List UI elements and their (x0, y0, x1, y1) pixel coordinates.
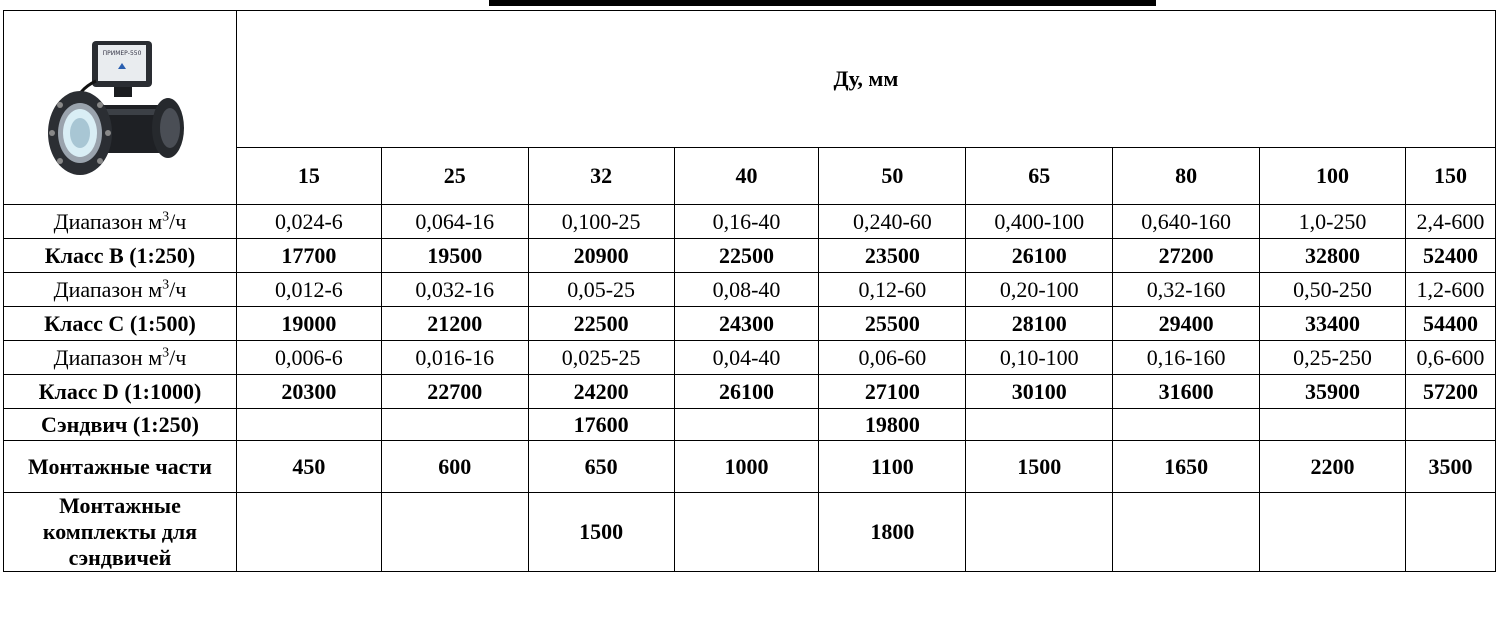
size-header-cell: 15 (236, 148, 381, 205)
size-header-cell: 50 (819, 148, 966, 205)
size-header-cell: 80 (1113, 148, 1260, 205)
table-row (4, 205, 1496, 239)
table-cell: 27200 (1113, 239, 1260, 273)
table-cell: 0,012-6 (236, 273, 381, 307)
table-cell: 25500 (819, 307, 966, 341)
table-row (4, 239, 1496, 273)
table-cell: 19800 (819, 409, 966, 441)
table-cell: 19000 (236, 307, 381, 341)
table-cell: 0,100-25 (528, 205, 674, 239)
table-cell: 1000 (674, 441, 819, 493)
table-cell: 33400 (1260, 307, 1406, 341)
row-label: Монтажные части (4, 441, 237, 493)
row-label: Класс С (1:500) (4, 307, 237, 341)
table-row (4, 307, 1496, 341)
table-cell: 21200 (381, 307, 528, 341)
table-cell: 20300 (236, 375, 381, 409)
table-cell: 0,006-6 (236, 341, 381, 375)
table-cell: 0,12-60 (819, 273, 966, 307)
table-cell: 17600 (528, 409, 674, 441)
table-row (4, 341, 1496, 375)
table-cell (674, 409, 819, 441)
table-cell: 1650 (1113, 441, 1260, 493)
table-cell: 28100 (966, 307, 1113, 341)
size-header-cell: 32 (528, 148, 674, 205)
table-cell: 17700 (236, 239, 381, 273)
size-header-cell: 150 (1405, 148, 1495, 205)
table-cell: 22700 (381, 375, 528, 409)
table-cell: 0,025-25 (528, 341, 674, 375)
table-cell (1405, 409, 1495, 441)
price-table (3, 10, 1496, 572)
size-header-cell: 40 (674, 148, 819, 205)
row-label: Диапазон $м^3/ч$ (4, 341, 237, 375)
table-cell: 57200 (1405, 375, 1495, 409)
table-cell (674, 493, 819, 572)
table-cell: 24200 (528, 375, 674, 409)
table-cell: 35900 (1260, 375, 1406, 409)
table-cell: 1500 (966, 441, 1113, 493)
table-cell: 31600 (1113, 375, 1260, 409)
device-image-cell (4, 11, 237, 205)
table-row (4, 409, 1496, 441)
table-cell: 27100 (819, 375, 966, 409)
table-cell: 0,16-40 (674, 205, 819, 239)
table-cell: 2200 (1260, 441, 1406, 493)
table-cell: 1500 (528, 493, 674, 572)
table-cell: 0,16-160 (1113, 341, 1260, 375)
table-cell: 0,06-60 (819, 341, 966, 375)
table-cell: 0,400-100 (966, 205, 1113, 239)
table-cell: 450 (236, 441, 381, 493)
table-cell: 24300 (674, 307, 819, 341)
table-cell: 23500 (819, 239, 966, 273)
table-cell: 0,08-40 (674, 273, 819, 307)
table-cell: 0,05-25 (528, 273, 674, 307)
table-cell (1113, 493, 1260, 572)
row-label: Диапазон $м^3/ч$ (4, 205, 237, 239)
table-cell (236, 409, 381, 441)
table-cell (966, 409, 1113, 441)
table-cell: 0,640-160 (1113, 205, 1260, 239)
table-cell: 0,10-100 (966, 341, 1113, 375)
table-cell: 26100 (966, 239, 1113, 273)
table-cell: 26100 (674, 375, 819, 409)
table-cell: 52400 (1405, 239, 1495, 273)
table-cell (1113, 409, 1260, 441)
table-cell (1405, 493, 1495, 572)
table-cell: 30100 (966, 375, 1113, 409)
table-cell: 19500 (381, 239, 528, 273)
table-cell (381, 493, 528, 572)
table-cell: 2,4-600 (1405, 205, 1495, 239)
top-rule (489, 0, 1156, 6)
table-cell (1260, 493, 1406, 572)
table-cell: 22500 (674, 239, 819, 273)
row-label: Монтажные комплекты для сэндвичей (4, 493, 237, 572)
table-cell: 0,064-16 (381, 205, 528, 239)
size-header-cell: 100 (1260, 148, 1406, 205)
table-row (4, 493, 1496, 572)
size-header-cell: 65 (966, 148, 1113, 205)
table-cell (381, 409, 528, 441)
table-row (4, 273, 1496, 307)
table-cell: 3500 (1405, 441, 1495, 493)
table-cell: 0,50-250 (1260, 273, 1406, 307)
table-cell: 0,240-60 (819, 205, 966, 239)
table-row (4, 375, 1496, 409)
table-cell: 54400 (1405, 307, 1495, 341)
table-cell: 0,6-600 (1405, 341, 1495, 375)
table-cell: 0,016-16 (381, 341, 528, 375)
table-cell (236, 493, 381, 572)
table-cell: 1,0-250 (1260, 205, 1406, 239)
table-cell: 0,032-16 (381, 273, 528, 307)
table-cell: 0,024-6 (236, 205, 381, 239)
table-cell: 1800 (819, 493, 966, 572)
table-cell: 650 (528, 441, 674, 493)
table-cell: 0,25-250 (1260, 341, 1406, 375)
size-header-cell: 25 (381, 148, 528, 205)
table-cell: 32800 (1260, 239, 1406, 273)
row-label: Класс В (1:250) (4, 239, 237, 273)
row-label: Диапазон $м^3/ч$ (4, 273, 237, 307)
table-cell: 22500 (528, 307, 674, 341)
table-cell: 600 (381, 441, 528, 493)
table-cell: 0,32-160 (1113, 273, 1260, 307)
table-row (4, 441, 1496, 493)
flowmeter-image (30, 33, 210, 183)
table-cell: 20900 (528, 239, 674, 273)
row-label: Класс D (1:1000) (4, 375, 237, 409)
table-cell: 29400 (1113, 307, 1260, 341)
row-label: Сэндвич (1:250) (4, 409, 237, 441)
table-cell (966, 493, 1113, 572)
device-label: ПРИМЕР-550 (102, 49, 142, 57)
table-cell: 0,20-100 (966, 273, 1113, 307)
table-cell: 0,04-40 (674, 341, 819, 375)
table-cell: 1100 (819, 441, 966, 493)
table-cell (1260, 409, 1406, 441)
du-header: Ду, мм (236, 11, 1495, 148)
table-cell: 1,2-600 (1405, 273, 1495, 307)
